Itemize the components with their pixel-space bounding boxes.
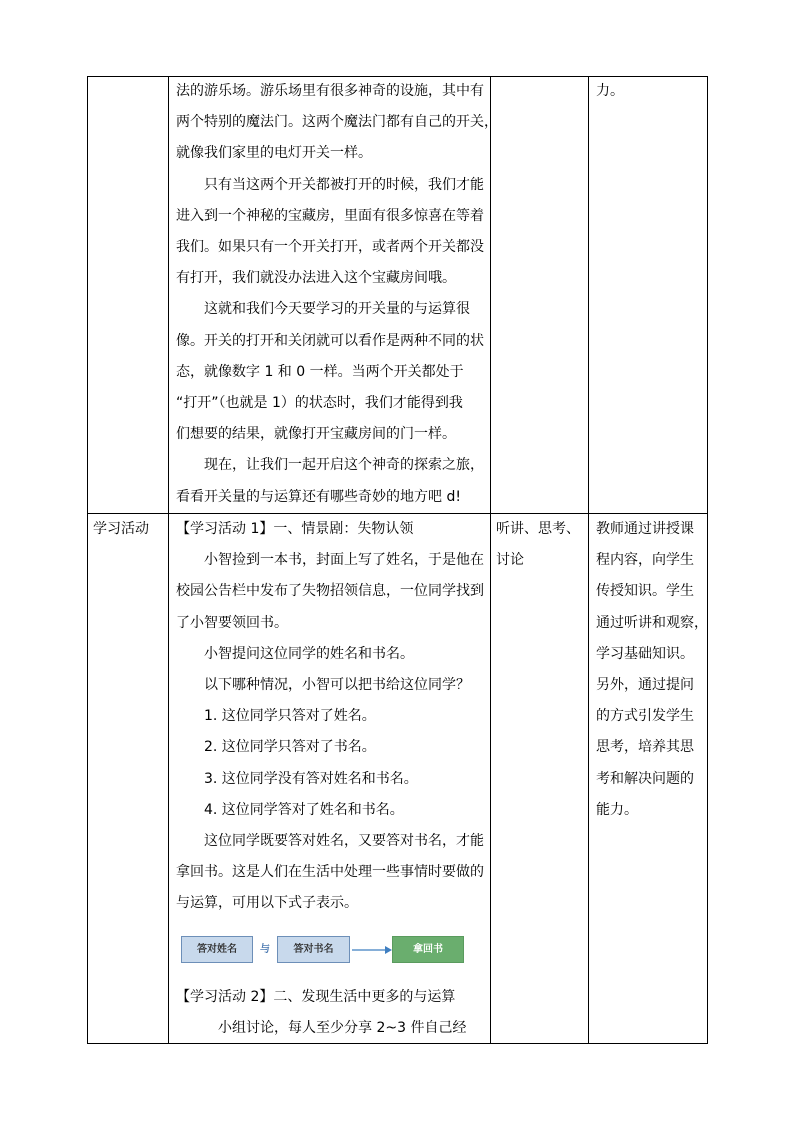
activity-content: [176, 514, 484, 920]
arrow-icon: [351, 944, 393, 956]
activity-line: 拿回书。这是人们在生活中处理一些事情时要做的: [176, 864, 484, 881]
intro-line: 像。开关的打开和关闭就可以看作是两种不同的状: [176, 332, 484, 349]
intro-line: 这就和我们今天要学习的开关量的与运算很: [176, 301, 470, 318]
activity-line: 3. 这位同学没有答对姓名和书名。: [176, 770, 418, 787]
purpose-line: 能力。: [596, 801, 638, 818]
activity-line: 4. 这位同学答对了姓名和书名。: [176, 801, 404, 818]
activity-line: 【学习活动 2】二、发现生活中更多的与运算: [176, 989, 456, 1005]
title-correct-box: 答对书名: [277, 936, 350, 963]
intro-line: 有打开，我们就没办法进入这个宝藏房间哦。: [176, 270, 456, 287]
activity-line: 了小智要领回书。: [176, 614, 288, 631]
activity-content-after: [176, 982, 466, 1044]
intro-line: 进入到一个神秘的宝藏房，里面有很多惊喜在等着: [176, 207, 484, 224]
purpose-line: 通过听讲和观察，: [596, 614, 708, 631]
student-activity-line: 讨论: [496, 552, 524, 569]
table-column-divider: [168, 76, 169, 1044]
intro-line: “打开”（也就是 1）的状态时，我们才能得到我: [176, 395, 463, 412]
student-activity-line: 听讲、思考、: [496, 521, 580, 537]
activity-line: 【学习活动 1】一、情景剧：失物认领: [176, 521, 414, 537]
purpose-line: 思考，培养其思: [596, 739, 694, 756]
intro-line: 现在，让我们一起开启这个神奇的探索之旅，: [176, 457, 484, 474]
purpose-line: 学习基础知识。: [596, 645, 694, 662]
intro-line: 两个特别的魔法门。这两个魔法门都有自己的开关，: [176, 114, 498, 131]
intro-line: 就像我们家里的电灯开关一样。: [176, 145, 372, 162]
activity-line: 小组讨论，每人至少分享 2~3 件自己经: [176, 1020, 467, 1037]
stage-label: 学习活动: [93, 521, 149, 537]
activity-line: 与运算，可用以下式子表示。: [176, 895, 358, 912]
table-left-border: [87, 76, 88, 1044]
purpose-line: 传授知识。学生: [596, 583, 694, 600]
intro-line: 我们。如果只有一个开关打开，或者两个开关都没: [176, 239, 484, 256]
get-book-result-box: 拿回书: [392, 936, 464, 963]
purpose-line: 教师通过讲授课: [596, 521, 694, 537]
activity-line: 小智捡到一本书，封面上写了姓名，于是他在: [176, 552, 484, 569]
intro-line: 只有当这两个开关都被打开的时候，我们才能: [176, 176, 484, 193]
activity-line: 小智提问这位同学的姓名和书名。: [176, 645, 414, 662]
table-column-divider: [588, 76, 589, 1044]
intro-content: [176, 76, 498, 513]
intro-line: 法的游乐场。游乐场里有很多神奇的设施，其中有: [176, 83, 484, 99]
activity-line: 这位同学既要答对姓名，又要答对书名，才能: [176, 833, 484, 850]
name-correct-box: 答对姓名: [181, 936, 253, 963]
activity-line: 2. 这位同学只答对了书名。: [176, 739, 376, 756]
activity-line: 以下哪种情况，小智可以把书给这位同学？: [176, 677, 470, 694]
purpose-line: 的方式引发学生: [596, 708, 694, 725]
intro-purpose-text: 力。: [596, 83, 624, 99]
intro-line: 们想要的结果，就像打开宝藏房间的门一样。: [176, 426, 456, 443]
activity-line: 校园公告栏中发布了失物招领信息，一位同学找到: [176, 583, 484, 600]
purpose-line: 程内容，向学生: [596, 552, 694, 569]
activity-line: 1. 这位同学只答对了姓名。: [176, 708, 376, 725]
purpose-line: 另外，通过提问: [596, 677, 694, 694]
purpose-line: 考和解决问题的: [596, 770, 694, 787]
intro-line: 态，就像数字 1 和 0 一样。当两个开关都处于: [176, 363, 464, 380]
and-connector-label: 与: [260, 944, 270, 955]
intro-line: 看看开关量的与运算还有哪些奇妙的地方吧 d!: [176, 488, 461, 505]
student-activity: [496, 514, 580, 576]
design-purpose: [596, 514, 708, 826]
